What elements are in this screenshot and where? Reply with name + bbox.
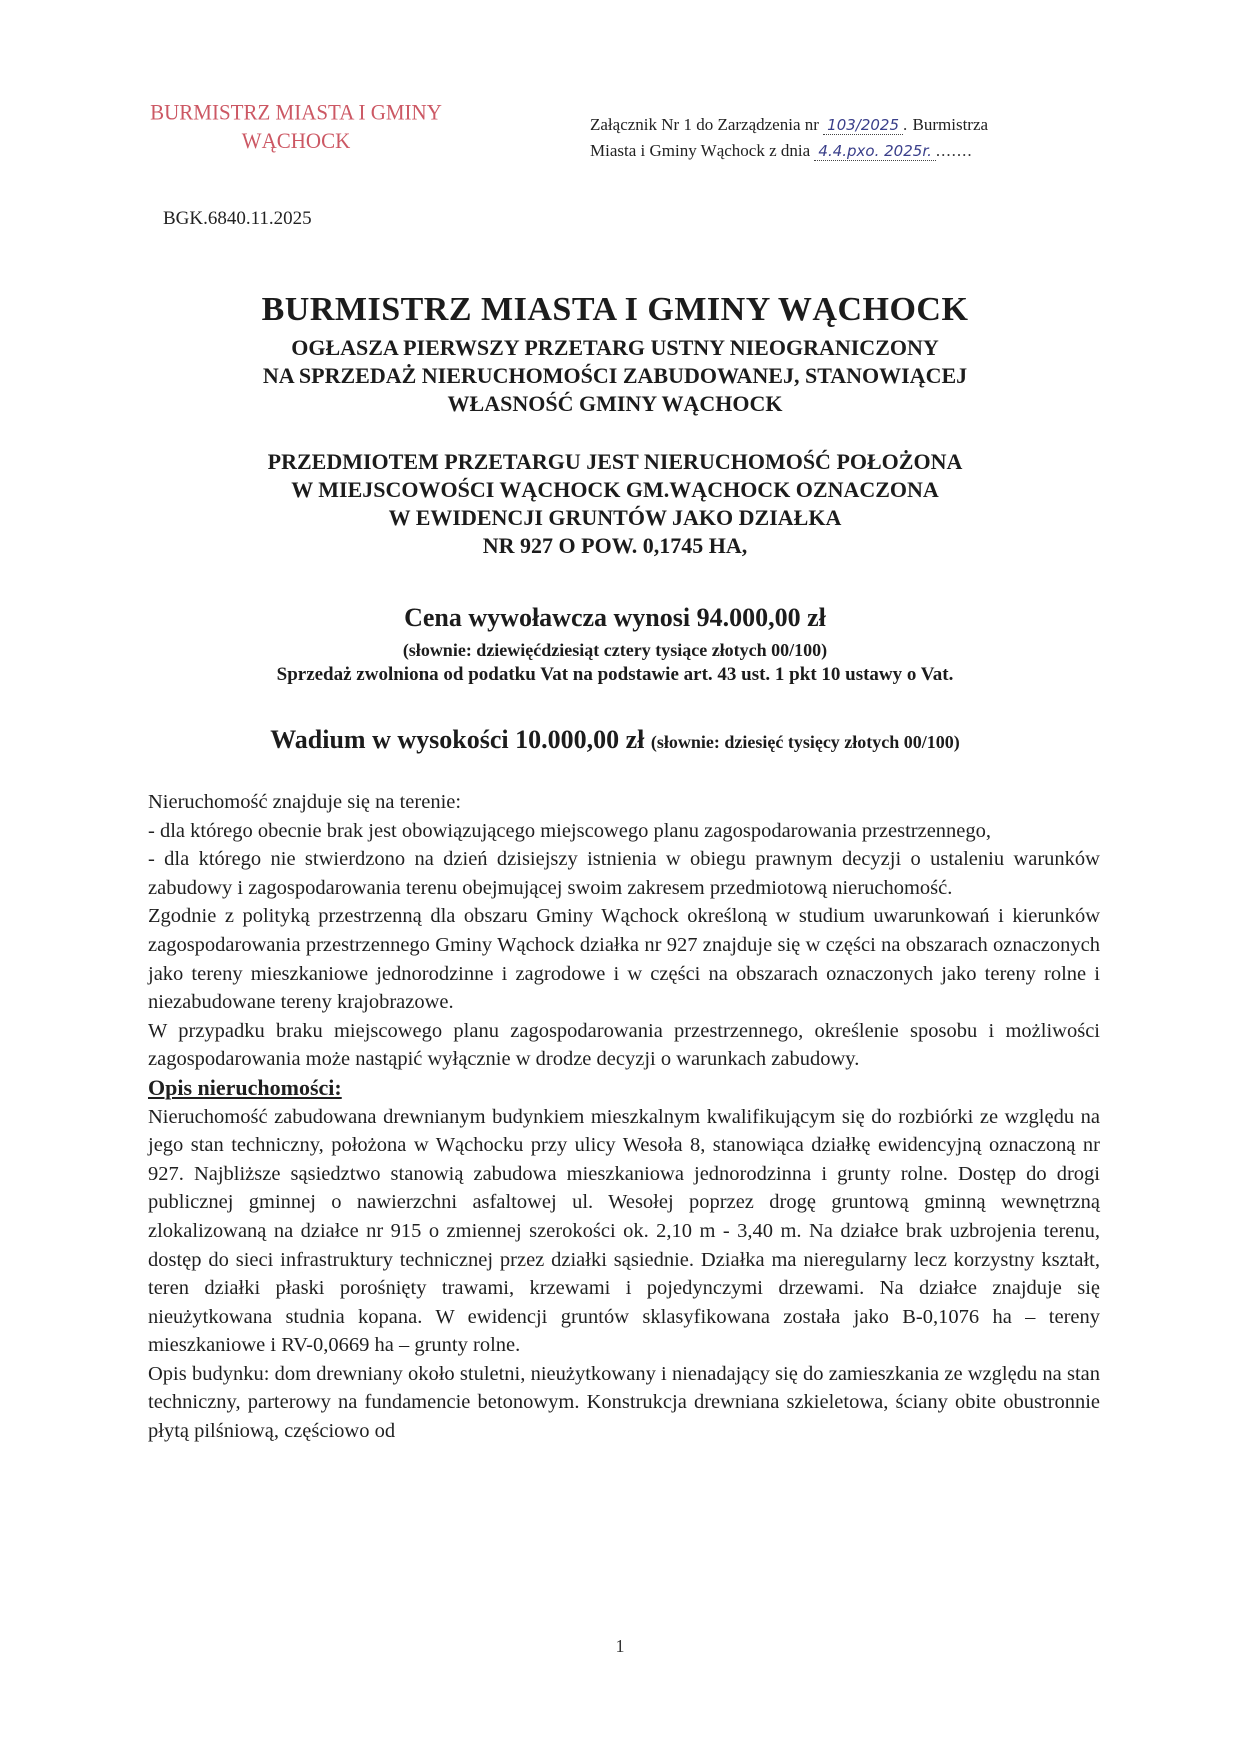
subject-line-2: W MIEJSCOWOŚCI WĄCHOCK GM.WĄCHOCK OZNACZONA bbox=[291, 477, 939, 502]
announcement-line-2: NA SPRZEDAŻ NIERUCHOMOŚCI ZABUDOWANEJ, STANOWIĄCEJ bbox=[262, 363, 968, 388]
wadium-words: (słownie: dziesięć tysięcy złotych 00/100) bbox=[650, 732, 960, 752]
annex-line-1-prefix: Załącznik Nr 1 do Zarządzenia nr bbox=[590, 115, 819, 134]
order-number: 103/2025 bbox=[823, 116, 903, 135]
order-date: 4.4.pxo. 2025r. bbox=[814, 142, 935, 161]
property-description: Nieruchomość zabudowana drewnianym budynkiem mieszkalnym kwalifikującym się do rozbiórki ze względu na jego stan techniczny, położona w Wąchocku przy ulicy Wesoła 8, stanowiąca działkę ewidencyjną oznaczoną nr 927. Najbliższe sąsiedztwo stanowią zabudowa mieszkaniowa jednorodzinna i grunty rolne. Dostęp do drogi publicznej gminnej o nawierzchni asfaltowej ul. Wesołej poprzez drogę gruntową gminną wewnętrzną zlokalizowaną na działce nr 915 o zmiennej szerokości ok. 2,10 m - 3,40 m. Na działce brak uzbrojenia terenu, dostęp do sieci infrastruktury technicznej przez działki sąsiednie. Działka ma nieregularny lecz korzystny kształt, teren działki płaski porośnięty trawami, krzewami i pojedynczymi drzewami. Na działce znajduje się nieużytkowana studnia kopana. W ewidencji gruntów sklasyfikowana została jako B-0,1076 ha – tereny mieszkaniowe i RV-0,0669 ha – grunty rolne. bbox=[148, 1105, 1100, 1357]
subject-line-3: W EWIDENCJI GRUNTÓW JAKO DZIAŁKA bbox=[388, 505, 842, 530]
wadium-amount: Wadium w wysokości 10.000,00 zł bbox=[270, 725, 645, 754]
annex-note bbox=[590, 112, 1100, 164]
location-intro: Nieruchomość znajduje się na terenie: bbox=[148, 791, 462, 813]
starting-price: Cena wywoławcza wynosi 94.000,00 zł bbox=[404, 603, 826, 632]
wadium bbox=[130, 724, 1100, 758]
spatial-policy-paragraph: Zgodnie z polityką przestrzenną dla obszaru Gminy Wąchock określoną w studium uwarunkowań i kierunków zagospodarowania przestrzennego Gminy Wąchock działka nr 927 znajduje się w części na obszarach oznaczonych jako tereny mieszkaniowe jednorodzinne i zagrodowe i w części na obszarach oznaczonych jako tereny rolne i niezabudowane tereny krajobrazowe. bbox=[148, 905, 1100, 1014]
announcement-line-1: OGŁASZA PIERWSZY PRZETARG USTNY NIEOGRANICZONY bbox=[291, 335, 939, 360]
office-stamp bbox=[146, 99, 446, 156]
vat-note: Sprzedaż zwolniona od podatku Vat na podstawie art. 43 ust. 1 pkt 10 ustawy o Vat. bbox=[276, 664, 954, 685]
subject-line-4: NR 927 O POW. 0,1745 HA, bbox=[482, 533, 748, 558]
subject-heading bbox=[130, 448, 1100, 560]
no-plan-paragraph: W przypadku braku miejscowego planu zagospodarowania przestrzennego, określenie sposobu i możliwości zagospodarowania może nastąpić wyłącznie w drodze decyzji o warunkach zabudowy. bbox=[148, 1019, 1100, 1071]
document-body bbox=[148, 788, 1100, 1446]
location-bullet-2: - dla którego nie stwierdzono na dzień dzisiejszy istnienia w obiegu prawnym decyzji o ustaleniu warunków zabudowy i zagospodarowania terenu obejmującej swoim zakresem przedmiotową nieruchomość. bbox=[148, 848, 1100, 899]
document-title: BURMISTRZ MIASTA I GMINY WĄCHOCK bbox=[261, 291, 969, 328]
subject-line-1: PRZEDMIOTEM PRZETARGU JEST NIERUCHOMOŚĆ POŁOŻONA bbox=[267, 449, 963, 474]
stamp-line-2: WĄCHOCK bbox=[241, 128, 351, 154]
annex-line-2-prefix: Miasta i Gminy Wąchock z dnia bbox=[590, 141, 811, 160]
annex-line-1-suffix: Burmistrza bbox=[912, 115, 989, 134]
announcement-heading bbox=[130, 334, 1100, 418]
annex-line-1: Załącznik Nr 1 do Zarządzenia nr 103/2025 . Burmistrza bbox=[590, 115, 989, 134]
annex-line-2: Miasta i Gminy Wąchock z dnia 4.4.pxo. 2025r. ....... bbox=[590, 141, 973, 160]
building-description: Opis budynku: dom drewniany około stuletni, nieużytkowany i nienadający się do zamieszkania ze względu na stan techniczny, parterowy na fundamencie betonowym. Konstrukcja drewniana szkieletowa, ściany obite obustronnie płytą pilśniową, częściowo od bbox=[148, 1362, 1100, 1443]
description-heading: Opis nieruchomości: bbox=[148, 1074, 342, 1100]
reference-number: BGK.6840.11.2025 bbox=[163, 208, 312, 229]
starting-price-words: (słownie: dziewięćdziesiąt cztery tysiące złotych 00/100) bbox=[402, 640, 828, 660]
location-bullet-1: - dla którego obecnie brak jest obowiązującego miejscowego planu zagospodarowania przestrzennego, bbox=[148, 819, 992, 842]
page-number: 1 bbox=[615, 1636, 625, 1656]
stamp-line-1: BURMISTRZ MIASTA I GMINY bbox=[150, 99, 442, 125]
announcement-line-3: WŁASNOŚĆ GMINY WĄCHOCK bbox=[447, 391, 783, 416]
